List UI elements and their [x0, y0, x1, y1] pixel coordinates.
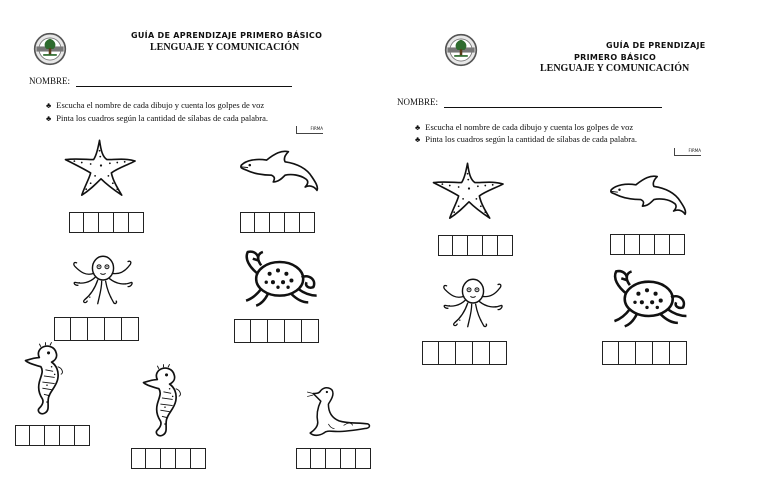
syllable-box[interactable] — [456, 341, 473, 365]
left-nombre-line[interactable] — [76, 86, 292, 87]
syllable-box[interactable] — [191, 448, 206, 469]
left-instruction-2: ♣ Pinta los cuadros según la cantidad de sílabas de cada palabra. — [46, 113, 268, 123]
right-header-line3: LENGUAJE Y COMUNICACIÓN — [540, 63, 690, 74]
syllable-box[interactable] — [270, 212, 285, 233]
syllable-box[interactable] — [69, 212, 84, 233]
syllable-box[interactable] — [129, 212, 144, 233]
syllable-boxes[interactable] — [296, 448, 371, 469]
seahorse-picture — [142, 361, 188, 441]
syllable-boxes[interactable] — [610, 234, 685, 255]
syllable-box[interactable] — [610, 234, 625, 255]
syllable-box[interactable] — [105, 317, 122, 341]
syllable-box[interactable] — [268, 319, 285, 343]
syllable-box[interactable] — [88, 317, 105, 341]
syllable-box[interactable] — [114, 212, 129, 233]
syllable-box[interactable] — [468, 235, 483, 256]
octopus-picture — [70, 252, 136, 308]
syllable-box[interactable] — [75, 425, 90, 446]
syllable-box[interactable] — [71, 317, 88, 341]
syllable-box[interactable] — [453, 235, 468, 256]
syllable-box[interactable] — [602, 341, 619, 365]
starfish-picture — [432, 156, 506, 224]
right-nombre-label: NOMBRE: — [397, 97, 439, 107]
syllable-box[interactable] — [356, 448, 371, 469]
syllable-box[interactable] — [255, 212, 270, 233]
crab-picture — [604, 268, 690, 328]
syllable-box[interactable] — [146, 448, 161, 469]
right-nombre-line[interactable] — [444, 107, 662, 108]
syllable-box[interactable] — [285, 212, 300, 233]
seahorse-picture — [24, 340, 70, 418]
syllable-box[interactable] — [625, 234, 640, 255]
syllable-box[interactable] — [302, 319, 319, 343]
syllable-box[interactable] — [15, 425, 30, 446]
syllable-box[interactable] — [341, 448, 356, 469]
club-bullet-icon: ♣ — [415, 135, 421, 144]
starfish-picture — [64, 133, 138, 201]
club-bullet-icon: ♣ — [46, 101, 52, 110]
syllable-boxes[interactable] — [69, 212, 144, 233]
crab-picture — [236, 248, 320, 308]
octopus-picture — [440, 275, 506, 331]
syllable-box[interactable] — [490, 341, 507, 365]
left-header-line2: LENGUAJE Y COMUNICACIÓN — [150, 42, 300, 53]
syllable-box[interactable] — [670, 341, 687, 365]
left-header-line1: GUÍA DE APRENDIZAJE PRIMERO BÁSICO — [131, 31, 323, 40]
syllable-boxes[interactable] — [234, 319, 319, 343]
syllable-box[interactable] — [122, 317, 139, 341]
syllable-box[interactable] — [439, 341, 456, 365]
syllable-box[interactable] — [670, 234, 685, 255]
right-header-line1: GUÍA DE PRENDIZAJE — [606, 41, 706, 50]
club-bullet-icon: ♣ — [415, 123, 421, 132]
syllable-box[interactable] — [176, 448, 191, 469]
syllable-box[interactable] — [473, 341, 490, 365]
left-nombre-label: NOMBRE: — [29, 76, 71, 86]
syllable-box[interactable] — [60, 425, 75, 446]
syllable-box[interactable] — [234, 319, 251, 343]
syllable-box[interactable] — [30, 425, 45, 446]
dolphin-picture — [608, 165, 690, 221]
syllable-boxes[interactable] — [54, 317, 139, 341]
syllable-boxes[interactable] — [438, 235, 513, 256]
syllable-boxes[interactable] — [131, 448, 206, 469]
syllable-box[interactable] — [99, 212, 114, 233]
right-worksheet — [384, 0, 768, 503]
syllable-box[interactable] — [438, 235, 453, 256]
syllable-box[interactable] — [54, 317, 71, 341]
syllable-box[interactable] — [84, 212, 99, 233]
syllable-boxes[interactable] — [602, 341, 687, 365]
dolphin-picture — [238, 141, 322, 196]
school-logo — [444, 33, 478, 67]
right-firma-box: FIRMA — [674, 148, 701, 156]
syllable-box[interactable] — [300, 212, 315, 233]
club-bullet-icon: ♣ — [46, 114, 52, 123]
syllable-box[interactable] — [296, 448, 311, 469]
syllable-box[interactable] — [45, 425, 60, 446]
syllable-box[interactable] — [161, 448, 176, 469]
syllable-box[interactable] — [653, 341, 670, 365]
syllable-box[interactable] — [640, 234, 655, 255]
syllable-box[interactable] — [251, 319, 268, 343]
school-logo — [33, 32, 67, 66]
sea-lion-picture — [298, 383, 374, 439]
syllable-boxes[interactable] — [15, 425, 90, 446]
syllable-box[interactable] — [619, 341, 636, 365]
left-instruction-1: ♣ Escucha el nombre de cada dibujo y cuenta los golpes de voz — [46, 100, 265, 110]
right-instruction-1: ♣ Escucha el nombre de cada dibujo y cuenta los golpes de voz — [415, 122, 634, 132]
left-firma-box: FIRMA — [296, 126, 323, 134]
syllable-box[interactable] — [240, 212, 255, 233]
right-instruction-2: ♣ Pinta los cuadros según la cantidad de sílabas de cada palabra. — [415, 134, 637, 144]
syllable-box[interactable] — [285, 319, 302, 343]
syllable-box[interactable] — [498, 235, 513, 256]
syllable-box[interactable] — [483, 235, 498, 256]
syllable-box[interactable] — [131, 448, 146, 469]
syllable-box[interactable] — [311, 448, 326, 469]
syllable-boxes[interactable] — [240, 212, 315, 233]
syllable-box[interactable] — [655, 234, 670, 255]
syllable-box[interactable] — [326, 448, 341, 469]
syllable-boxes[interactable] — [422, 341, 507, 365]
right-header-line2: PRIMERO BÁSICO — [574, 53, 657, 62]
syllable-box[interactable] — [422, 341, 439, 365]
syllable-box[interactable] — [636, 341, 653, 365]
